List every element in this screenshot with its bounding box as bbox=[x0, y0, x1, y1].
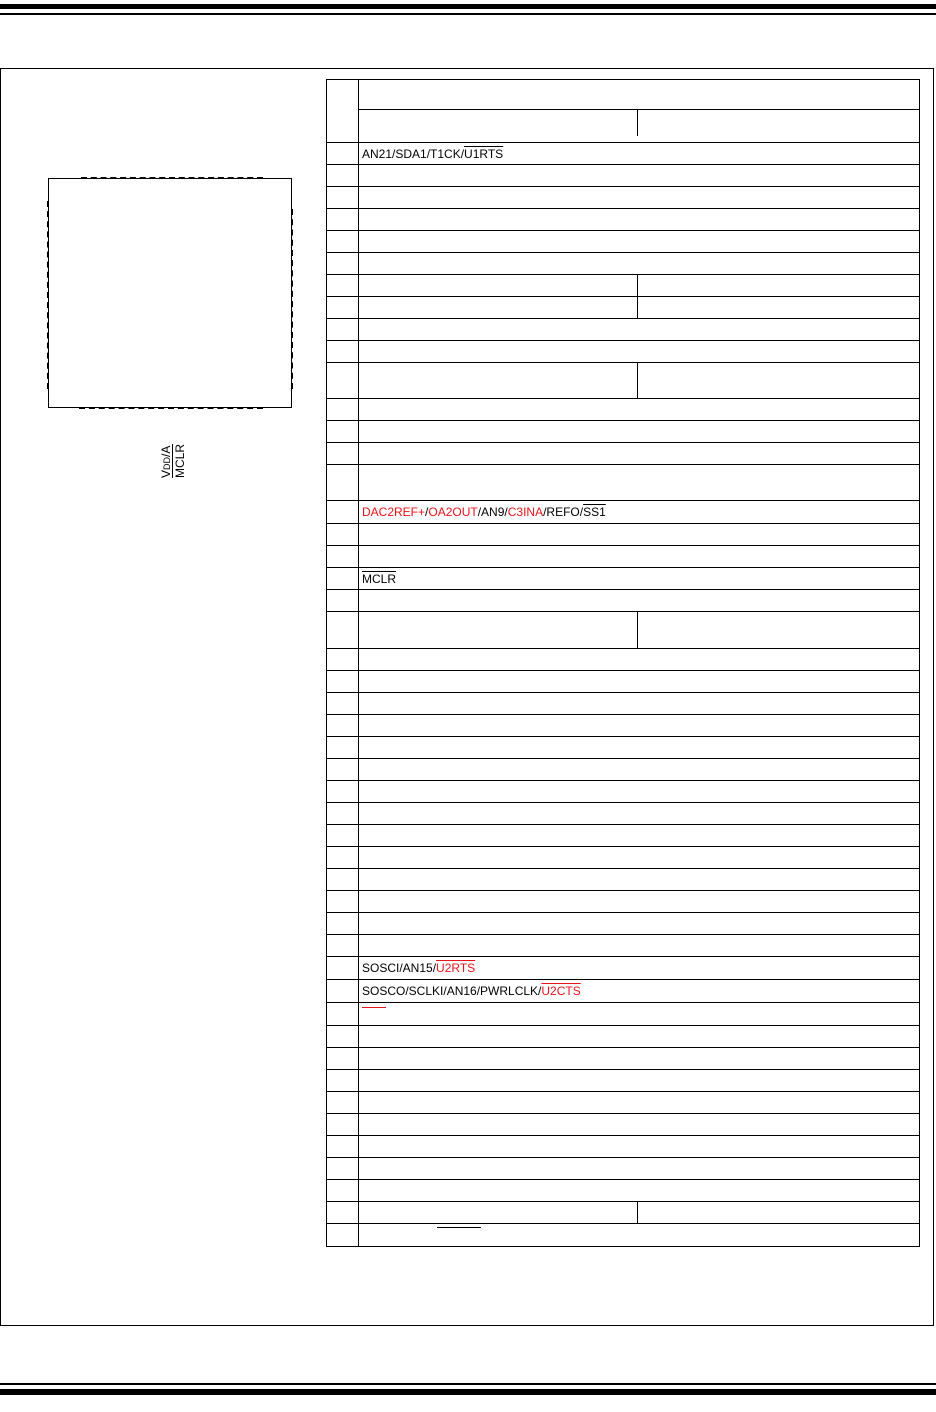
table-row bbox=[327, 1224, 919, 1247]
pin-number-cell bbox=[327, 231, 359, 252]
pin-number-cell bbox=[327, 847, 359, 868]
pin-function-cell bbox=[358, 137, 919, 142]
pin-function-segment: SS1 bbox=[583, 505, 606, 519]
table-row bbox=[327, 693, 919, 715]
vdd-pin-label: VDD/A bbox=[159, 445, 173, 478]
pin-number-cell bbox=[327, 590, 359, 611]
package-edge-right bbox=[291, 209, 293, 389]
pin-function-cell bbox=[358, 1180, 919, 1201]
table-row bbox=[327, 1070, 919, 1092]
table-row bbox=[327, 1114, 919, 1136]
table-row bbox=[327, 465, 919, 501]
pin-function-cell bbox=[358, 693, 919, 714]
pin-function-cell bbox=[358, 869, 919, 890]
pin-number-cell bbox=[327, 209, 359, 230]
table-row bbox=[327, 1026, 919, 1048]
pin-function-cell bbox=[358, 465, 919, 500]
table-row bbox=[327, 187, 919, 209]
pin-number-cell bbox=[327, 1224, 359, 1246]
table-row bbox=[327, 671, 919, 693]
footer-rule-thick bbox=[0, 1389, 936, 1395]
table-header-pin-column bbox=[327, 80, 359, 142]
table-row bbox=[327, 421, 919, 443]
column-divider bbox=[637, 297, 638, 318]
pin-number-cell bbox=[327, 649, 359, 670]
table-row bbox=[327, 715, 919, 737]
table-row bbox=[327, 825, 919, 847]
pin-number-cell bbox=[327, 1003, 359, 1025]
pin-number-cell bbox=[327, 187, 359, 208]
pin-number-cell bbox=[327, 1070, 359, 1091]
pin-number-cell bbox=[327, 825, 359, 846]
pin-number-cell bbox=[327, 891, 359, 912]
pin-function-cell bbox=[358, 1136, 919, 1157]
pin-number-cell bbox=[327, 1092, 359, 1113]
pin-function-cell bbox=[358, 568, 919, 589]
pin-function-cell bbox=[358, 1070, 919, 1091]
pin-number-cell bbox=[327, 1114, 359, 1135]
pin-number-cell bbox=[327, 715, 359, 736]
pin-function-cell bbox=[358, 187, 919, 208]
pin-number-cell bbox=[327, 363, 359, 398]
pin-function-cell bbox=[358, 501, 919, 523]
pin-function-cell bbox=[358, 1114, 919, 1135]
pin-function-segment: C3INA bbox=[507, 505, 544, 519]
pin-function-cell bbox=[358, 341, 919, 362]
pin-number-cell bbox=[327, 913, 359, 934]
pin-function-cell bbox=[358, 165, 919, 186]
pin-function-cell bbox=[358, 649, 919, 670]
table-row bbox=[327, 209, 919, 231]
pin-function-cell bbox=[358, 1202, 919, 1223]
pin-number-cell bbox=[327, 737, 359, 758]
table-row bbox=[327, 957, 919, 980]
pin-function-cell bbox=[358, 209, 919, 230]
pin-function-cell bbox=[358, 1026, 919, 1047]
table-row bbox=[327, 913, 919, 935]
footer-rule-thin bbox=[0, 1383, 936, 1385]
pin-function-segment: /AN9/ bbox=[477, 505, 508, 519]
pin-function-cell bbox=[358, 612, 919, 648]
pin-function-cell bbox=[358, 1158, 919, 1179]
pin-function-segment: MCLR bbox=[362, 571, 397, 586]
pin-number-cell bbox=[327, 781, 359, 802]
table-header-split bbox=[637, 109, 638, 136]
column-divider bbox=[637, 275, 638, 296]
table-row bbox=[327, 590, 919, 612]
pin-function-cell bbox=[358, 524, 919, 545]
mclr-pin-label: MCLR bbox=[173, 443, 187, 478]
pin-number-cell bbox=[327, 1026, 359, 1047]
pin-function-cell bbox=[358, 253, 919, 274]
pin-function-cell bbox=[358, 935, 919, 956]
table-row bbox=[327, 891, 919, 913]
pin-number-cell bbox=[327, 501, 359, 523]
pin-function-cell bbox=[358, 297, 919, 318]
pin-number-cell bbox=[327, 1158, 359, 1179]
pin-function-cell bbox=[358, 399, 919, 420]
pin-function-cell bbox=[358, 847, 919, 868]
pin-number-cell bbox=[327, 275, 359, 296]
table-row bbox=[327, 253, 919, 275]
package-outline bbox=[48, 178, 292, 408]
pin-function-cell bbox=[358, 1048, 919, 1069]
pin-function-cell bbox=[358, 759, 919, 780]
table-row bbox=[327, 501, 919, 524]
pin-function-segment: U2RTS bbox=[436, 961, 476, 975]
table-row bbox=[327, 980, 919, 1003]
table-header-divider bbox=[358, 109, 919, 110]
table-row bbox=[327, 275, 919, 297]
overline-fragment bbox=[437, 1227, 481, 1228]
package-edge-bottom bbox=[79, 407, 263, 409]
pin-function-cell bbox=[358, 781, 919, 802]
pin-label-vertical bbox=[160, 444, 187, 478]
table-row bbox=[327, 231, 919, 253]
pin-function-cell bbox=[358, 825, 919, 846]
pin-function-segment: U2CTS bbox=[541, 984, 581, 998]
column-divider bbox=[637, 363, 638, 398]
pin-function-cell bbox=[358, 143, 919, 164]
pin-function-segment: AN21/SDA1/T1CK/ bbox=[362, 146, 465, 161]
pin-function-cell bbox=[358, 319, 919, 340]
pin-number-cell bbox=[327, 319, 359, 340]
pin-number-cell bbox=[327, 568, 359, 589]
pin-function-cell bbox=[358, 443, 919, 464]
pin-number-cell bbox=[327, 957, 359, 979]
column-divider bbox=[637, 612, 638, 648]
pin-number-cell bbox=[327, 341, 359, 362]
table-row bbox=[327, 612, 919, 649]
table-row bbox=[327, 143, 919, 165]
pin-number-cell bbox=[327, 399, 359, 420]
table-row bbox=[327, 1092, 919, 1114]
pin-number-cell bbox=[327, 465, 359, 500]
pin-number-cell bbox=[327, 693, 359, 714]
overline-fragment bbox=[362, 1007, 386, 1008]
table-row bbox=[327, 546, 919, 568]
pin-number-cell bbox=[327, 443, 359, 464]
pin-number-cell bbox=[327, 869, 359, 890]
pin-number-cell bbox=[327, 1202, 359, 1223]
pin-function-segment: DAC2REF+ bbox=[362, 505, 426, 519]
pin-function-cell bbox=[358, 737, 919, 758]
header-rule-thick bbox=[0, 4, 936, 9]
table-row bbox=[327, 524, 919, 546]
table-row bbox=[327, 341, 919, 363]
table-row bbox=[327, 1202, 919, 1224]
package-edge-top bbox=[81, 177, 263, 179]
pin-number-cell bbox=[327, 980, 359, 1002]
pin-number-cell bbox=[327, 253, 359, 274]
table-row bbox=[327, 649, 919, 671]
pin-function-cell bbox=[358, 1003, 919, 1025]
pin-function-cell bbox=[358, 891, 919, 912]
column-divider bbox=[637, 1202, 638, 1223]
header-rule-thin bbox=[0, 13, 936, 15]
pin-function-segment: U1RTS bbox=[464, 146, 504, 161]
table-row bbox=[327, 781, 919, 803]
table-row bbox=[327, 1136, 919, 1158]
table-row bbox=[327, 737, 919, 759]
pin-function-segment: / bbox=[425, 505, 429, 519]
table-row bbox=[327, 363, 919, 399]
pin-number-cell bbox=[327, 759, 359, 780]
pin-number-cell bbox=[327, 546, 359, 567]
pin-function-cell bbox=[358, 913, 919, 934]
pin-function-cell bbox=[358, 590, 919, 611]
table-row bbox=[327, 443, 919, 465]
table-row bbox=[327, 803, 919, 825]
table-row bbox=[327, 935, 919, 957]
pin-function-cell bbox=[358, 275, 919, 296]
pin-number-cell bbox=[327, 524, 359, 545]
pin-function-cell bbox=[358, 803, 919, 824]
pin-number-cell bbox=[327, 612, 359, 648]
pin-function-cell bbox=[358, 421, 919, 442]
pin-number-cell bbox=[327, 297, 359, 318]
pin-function-segment: /REFO/ bbox=[543, 505, 584, 519]
table-row bbox=[327, 1180, 919, 1202]
table-row bbox=[327, 399, 919, 421]
pin-number-cell bbox=[327, 803, 359, 824]
pin-function-segment: OA2OUT bbox=[428, 505, 478, 519]
table-row bbox=[327, 1158, 919, 1180]
pin-function-cell bbox=[358, 1092, 919, 1113]
table-row bbox=[327, 759, 919, 781]
table-row bbox=[327, 869, 919, 891]
pin-function-table bbox=[326, 79, 920, 1247]
pin-function-cell bbox=[358, 715, 919, 736]
table-row bbox=[327, 165, 919, 187]
pin-number-cell bbox=[327, 671, 359, 692]
pin-number-cell bbox=[327, 1136, 359, 1157]
table-row bbox=[327, 1003, 919, 1026]
table-row bbox=[327, 847, 919, 869]
pin-number-cell bbox=[327, 1180, 359, 1201]
pin-number-cell bbox=[327, 935, 359, 956]
pin-function-cell bbox=[358, 546, 919, 567]
pin-function-cell bbox=[358, 980, 919, 1002]
pin-number-cell bbox=[327, 143, 359, 164]
pin-function-cell bbox=[358, 957, 919, 979]
table-row bbox=[327, 1048, 919, 1070]
pin-number-cell bbox=[327, 421, 359, 442]
package-edge-left bbox=[47, 201, 49, 389]
table-row bbox=[327, 319, 919, 341]
table-row bbox=[327, 297, 919, 319]
pin-function-cell bbox=[358, 671, 919, 692]
table-row bbox=[327, 568, 919, 590]
pin-number-cell bbox=[327, 1048, 359, 1069]
pin-function-segment: SOSCI/AN15/ bbox=[362, 961, 437, 975]
pin-function-cell bbox=[358, 363, 919, 398]
pin-number-cell bbox=[327, 137, 359, 142]
pin-function-segment: SOSCO/SCLKI/AN16/PWRLCLK/ bbox=[362, 984, 542, 998]
pin-function-cell bbox=[358, 231, 919, 252]
pin-number-cell bbox=[327, 165, 359, 186]
